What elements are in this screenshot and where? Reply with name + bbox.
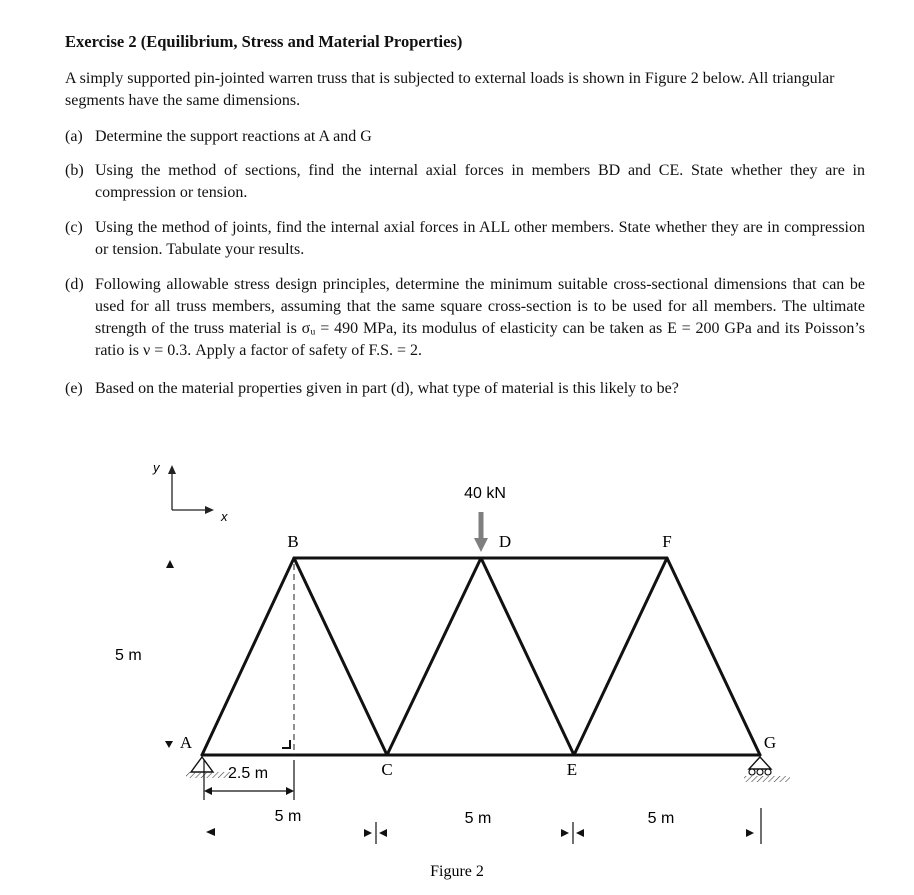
part-d-text: Following allowable stress design principles, determine the minimum suitable cross-sectional dimensions that can be used for all truss members, assuming that the same square cross-section is to be used for all members. The ultimate strength of the truss material is σᵤ = 490 MPa, its modulus of elasticity can be taken as E = 200 GPa and its Poisson’s ratio is ν = 0.3. Apply a factor of safety of F.S. = 2. [95, 276, 865, 359]
pin-support-A [186, 757, 230, 778]
part-e-text: Based on the material properties given in part (d), what type of material is this likely to be? [95, 380, 679, 397]
half-span-label: 2.5 m [228, 765, 269, 782]
part-d-label: (d) [65, 276, 84, 293]
member-DE [481, 558, 574, 755]
node-label-G: G [763, 733, 777, 752]
member-AB [202, 558, 294, 755]
span-2-label: 5 m [464, 810, 492, 827]
exercise-intro: A simply supported pin-jointed warren truss that is subjected to external loads is shown in Figure 2 below. All triangular segments have the same dimensions. [65, 70, 835, 109]
load-label: 40 kN [464, 485, 506, 502]
part-a-text: Determine the support reactions at A and G [95, 128, 372, 145]
truss-members [202, 558, 760, 755]
part-c-label: (c) [65, 219, 83, 236]
exercise-title: Exercise 2 (Equilibrium, Stress and Material Properties) [65, 32, 463, 51]
part-b-label: (b) [65, 162, 84, 179]
roller-support-G [744, 757, 790, 782]
part-b-text: Using the method of sections, find the internal axial forces in members BD and CE. State whether they are in compression or tension. [95, 162, 865, 201]
member-FG [667, 558, 760, 755]
coordinate-axes [152, 460, 228, 524]
node-label-C: C [381, 760, 393, 779]
node-label-D: D [498, 532, 512, 551]
load-arrow [474, 512, 488, 552]
member-EF [574, 558, 667, 755]
y-axis-label: y [153, 460, 160, 475]
part-e-label: (e) [65, 380, 83, 397]
node-label-A: A [179, 733, 193, 752]
span-1-label: 5 m [274, 808, 302, 825]
span-3-label: 5 m [647, 810, 675, 827]
node-label-F: F [662, 532, 672, 551]
figure-caption: Figure 2 [430, 863, 484, 880]
node-label-E: E [566, 760, 578, 779]
right-angle-marker [282, 740, 290, 748]
height-dimension [166, 560, 174, 568]
node-label-B: B [287, 532, 299, 551]
member-BC [294, 558, 387, 755]
member-CD [387, 558, 481, 755]
marker-arrow-A [165, 741, 173, 748]
height-dimension-label: 5 m [115, 647, 142, 664]
part-a-label: (a) [65, 128, 83, 145]
part-c-text: Using the method of joints, find the internal axial forces in ALL other members. State whether they are in compression or tension. Tabulate your results. [95, 219, 865, 258]
x-axis-label: x [221, 509, 228, 524]
